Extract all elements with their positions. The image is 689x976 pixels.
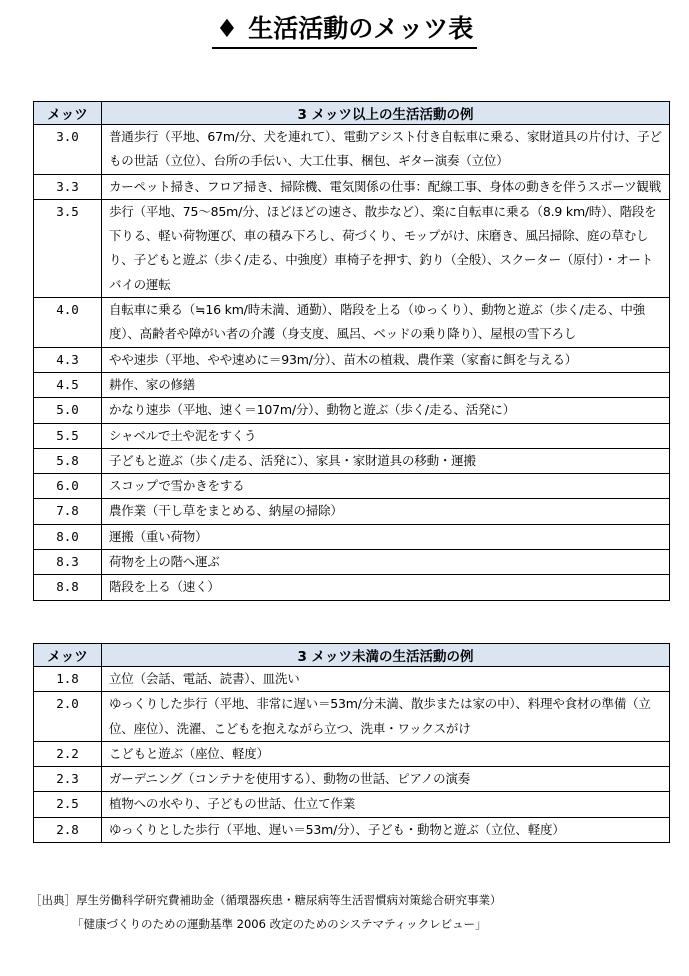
mets-value: 2.3 — [34, 767, 102, 792]
activity-description: カーペット掃き、フロア掃き、掃除機、電気関係の仕事：配線工事、身体の動きを伴うスポーツ観戦 — [102, 174, 670, 199]
header-mets: メッツ — [34, 644, 102, 667]
page-title — [0, 12, 689, 49]
table-row — [34, 298, 670, 348]
page-title-underlined — [212, 12, 477, 49]
table-row — [34, 174, 670, 199]
table-row — [34, 474, 670, 499]
table-header-row — [34, 102, 670, 125]
activity-description: 自転車に乗る（≒16 km/時未満、通勤）、階段を上る（ゆっくり）、動物と遊ぶ（歩く/走る、中強度）、高齢者や障がい者の介護（身支度、風呂、ベッドの乗り降り）、屋根の雪下ろし — [102, 298, 670, 348]
mets-value: 4.5 — [34, 372, 102, 397]
mets-table-below-3 — [33, 643, 670, 843]
source-title: 「健康づくりのための運動基準 2006 改定のためのシステマティックレビュー」 — [72, 917, 487, 931]
mets-value: 8.0 — [34, 524, 102, 549]
table-row — [34, 499, 670, 524]
table-row — [34, 199, 670, 297]
activity-description: 耕作、家の修繕 — [102, 372, 670, 397]
mets-value: 6.0 — [34, 474, 102, 499]
activity-description: 農作業（干し草をまとめる、納屋の掃除） — [102, 499, 670, 524]
mets-value: 5.8 — [34, 448, 102, 473]
mets-table-3-and-above — [33, 101, 670, 601]
mets-value: 2.8 — [34, 817, 102, 842]
activity-description: 運搬（重い荷物） — [102, 524, 670, 549]
activity-description: 普通歩行（平地、67m/分、犬を連れて）、電動アシスト付き自転車に乗る、家財道具の片付け、子どもの世話（立位）、台所の手伝い、大工仕事、梱包、ギター演奏（立位） — [102, 125, 670, 175]
activity-description: ゆっくりとした歩行（平地、遅い＝53m/分）、子ども・動物と遊ぶ（立位、軽度） — [102, 817, 670, 842]
activity-description: 階段を上る（速く） — [102, 575, 670, 600]
header-examples: 3 メッツ以上の生活活動の例 — [102, 102, 670, 125]
header-examples: 3 メッツ未満の生活活動の例 — [102, 644, 670, 667]
activity-description: 荷物を上の階へ運ぶ — [102, 550, 670, 575]
page-title-text: 生活活動のメッツ表 — [248, 14, 474, 43]
table-row — [34, 448, 670, 473]
activity-description: 子どもと遊ぶ（歩く/走る、活発に）、家具・家財道具の移動・運搬 — [102, 448, 670, 473]
table-row — [34, 398, 670, 423]
activity-description: スコップで雪かきをする — [102, 474, 670, 499]
table-row — [34, 423, 670, 448]
mets-value: 4.3 — [34, 347, 102, 372]
activity-description: 植物への水やり、子どもの世話、仕立て作業 — [102, 792, 670, 817]
activity-description: ゆっくりした歩行（平地、非常に遅い＝53m/分未満、散歩または家の中）、料理や食材の準備（立位、座位）、洗濯、こどもを抱えながら立つ、洗車・ワックスがけ — [102, 692, 670, 742]
mets-value: 3.3 — [34, 174, 102, 199]
table-row — [34, 767, 670, 792]
mets-value: 4.0 — [34, 298, 102, 348]
activity-description: やや速歩（平地、やや速めに＝93m/分）、苗木の植栽、農作業（家畜に餌を与える） — [102, 347, 670, 372]
table-row — [34, 125, 670, 175]
mets-value: 5.0 — [34, 398, 102, 423]
table-row — [34, 524, 670, 549]
table-row — [34, 372, 670, 397]
table-row — [34, 575, 670, 600]
table-row — [34, 741, 670, 766]
activity-description: ガーデニング（コンテナを使用する）、動物の世話、ピアノの演奏 — [102, 767, 670, 792]
table-body — [34, 667, 670, 843]
mets-value: 3.5 — [34, 199, 102, 297]
table-row — [34, 792, 670, 817]
mets-value: 2.0 — [34, 692, 102, 742]
mets-value: 8.3 — [34, 550, 102, 575]
activity-description: こどもと遊ぶ（座位、軽度） — [102, 741, 670, 766]
table-header-row — [34, 644, 670, 667]
mets-value: 2.2 — [34, 741, 102, 766]
mets-value: 8.8 — [34, 575, 102, 600]
source-citation: ［出典］厚生労働科学研究費補助金（循環器疾患・糖尿病等生活習慣病対策総合研究事業） — [30, 893, 502, 907]
diamond-icon: ♦ — [215, 14, 239, 43]
activity-description: かなり速歩（平地、速く＝107m/分）、動物と遊ぶ（歩く/走る、活発に） — [102, 398, 670, 423]
table-row — [34, 817, 670, 842]
mets-value: 1.8 — [34, 667, 102, 692]
mets-value: 5.5 — [34, 423, 102, 448]
table-row — [34, 692, 670, 742]
activity-description: 歩行（平地、75～85m/分、ほどほどの速さ、散歩など）、楽に自転車に乗る（8.9 km/時）、階段を下りる、軽い荷物運び、車の積み下ろし、荷づくり、モップがけ、床磨き、風呂掃除、庭の草むしり、子どもと遊ぶ（歩く/走る、中強度）車椅子を押す、釣り（全般）、スクーター（原付）・オートバイの運転 — [102, 199, 670, 297]
table-row — [34, 667, 670, 692]
table-row — [34, 347, 670, 372]
mets-value: 3.0 — [34, 125, 102, 175]
table-body — [34, 125, 670, 601]
header-mets: メッツ — [34, 102, 102, 125]
mets-value: 2.5 — [34, 792, 102, 817]
activity-description: シャベルで土や泥をすくう — [102, 423, 670, 448]
mets-value: 7.8 — [34, 499, 102, 524]
activity-description: 立位（会話、電話、読書）、皿洗い — [102, 667, 670, 692]
table-row — [34, 550, 670, 575]
